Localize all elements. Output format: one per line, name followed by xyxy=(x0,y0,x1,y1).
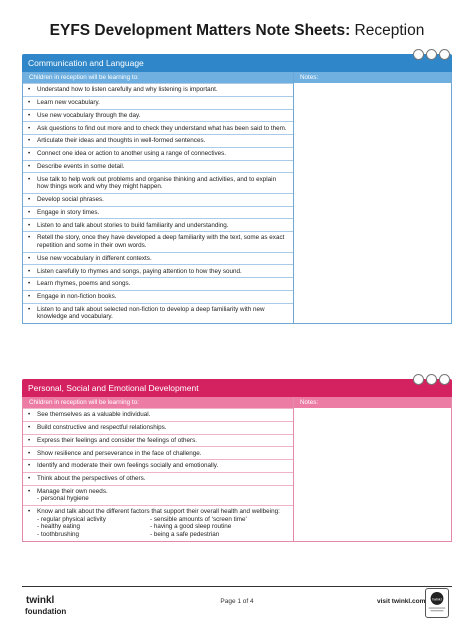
list-item xyxy=(23,252,293,265)
notes-column xyxy=(294,72,451,323)
list-item xyxy=(23,193,293,206)
learning-column-header: Children in reception will be learning to: xyxy=(23,72,293,83)
page-title: EYFS Development Matters Note Sheets: Reception xyxy=(49,22,425,39)
list-item xyxy=(23,160,293,173)
list-item: • Manage their own needs. - personal hygiene xyxy=(23,485,293,505)
bullet-icon: • xyxy=(28,234,31,242)
notes-table xyxy=(22,397,452,542)
list-item-text: Engage in non-fiction books. xyxy=(37,293,117,301)
bullet-icon: • xyxy=(28,411,31,419)
list-item xyxy=(23,303,293,323)
bullet-icon: • xyxy=(28,196,31,204)
list-item xyxy=(23,206,293,219)
svg-text:twinkl: twinkl xyxy=(26,595,55,606)
learning-column xyxy=(23,397,294,541)
list-item-text: Retell the story, once they have developed a deep familiarity with the text, some as exact repetition and some in their own words. xyxy=(37,234,285,249)
list-item xyxy=(23,134,293,147)
bullet-icon: • xyxy=(28,462,31,470)
learning-column-header: Children in reception will be learning to: xyxy=(23,397,293,408)
list-item xyxy=(23,218,293,231)
section-heading: Communication and Language xyxy=(22,54,452,72)
bullet-icon: • xyxy=(28,98,31,106)
bullet-icon: • xyxy=(28,305,31,313)
list-item-text: Connect one idea or action to another using a range of connectives. xyxy=(37,150,227,158)
site-link[interactable]: visit twinkl.com xyxy=(377,598,426,605)
list-item xyxy=(23,172,293,192)
bullet-icon: • xyxy=(28,86,31,94)
list-item-text: Listen to and talk about selected non-fiction to develop a deep familiarity with new knowledge and vocabulary. xyxy=(37,305,265,321)
notes-column-header: Notes: xyxy=(294,397,451,408)
list-item xyxy=(23,446,293,459)
notes-area[interactable] xyxy=(294,83,451,323)
bullet-icon: • xyxy=(28,124,31,132)
bullet-icon: • xyxy=(28,150,31,158)
list-item xyxy=(23,109,293,122)
list-item-text: See themselves as a valuable individual. xyxy=(37,411,151,419)
list-item xyxy=(23,96,293,109)
bullet-icon: • xyxy=(28,293,31,301)
notes-column xyxy=(294,397,451,541)
footer-divider xyxy=(22,586,452,587)
list-item-text: Develop social phrases. xyxy=(37,196,104,204)
list-item-text: Express their feelings and consider the feelings of others. xyxy=(37,436,197,444)
list-item-text: Understand how to listen carefully and why listening is important. xyxy=(37,86,218,94)
bullet-icon: • xyxy=(28,221,31,229)
list-item xyxy=(23,264,293,277)
list-item xyxy=(23,147,293,160)
notes-column-header: Notes: xyxy=(294,72,451,83)
list-item-text: Listen carefully to rhymes and songs, paying attention to how they sound. xyxy=(37,267,242,275)
list-item: • Know and talk about the different factors that support their overall health and wellbeing: - regular physical activity - healthy eating - toothbrushing - sensible amounts of ‘screen time’ - having a good sleep routine - being a safe pedestrian xyxy=(23,505,293,541)
list-item-text: Think about the perspectives of others. xyxy=(37,475,146,483)
list-item xyxy=(23,434,293,447)
list-item-text: Show resilience and perseverance in the face of challenge. xyxy=(37,449,202,457)
bullet-icon: • xyxy=(28,267,31,275)
list-item-text: Learn new vocabulary. xyxy=(37,98,100,106)
bullet-icon: • xyxy=(28,208,31,216)
section-heading: Personal, Social and Emotional Development xyxy=(22,379,452,397)
list-item xyxy=(23,472,293,485)
page-number: Page 1 of 4 xyxy=(220,598,254,605)
decorative-dots xyxy=(413,49,450,60)
twinkl-foundation-logo xyxy=(24,591,70,621)
bullet-icon: • xyxy=(28,137,31,145)
list-item-text: Describe events in some detail. xyxy=(37,162,125,170)
svg-text:twinkl: twinkl xyxy=(432,597,442,602)
list-item xyxy=(23,290,293,303)
decorative-dots xyxy=(413,374,450,385)
notes-area[interactable] xyxy=(294,408,451,541)
list-item xyxy=(23,83,293,96)
bullet-icon: • xyxy=(28,436,31,444)
list-item-text: Identify and moderate their own feelings socially and emotionally. xyxy=(37,462,219,470)
list-item-text: Listen to and talk about stories to build familiarity and understanding. xyxy=(37,221,229,229)
list-item-text: Engage in story times. xyxy=(37,208,100,216)
quality-badge xyxy=(425,588,449,618)
bullet-icon: • xyxy=(28,162,31,170)
list-item-text: Learn rhymes, poems and songs. xyxy=(37,280,131,288)
list-item xyxy=(23,421,293,434)
learning-column xyxy=(23,72,294,323)
svg-text:foundation: foundation xyxy=(25,607,67,616)
bullet-icon: • xyxy=(28,254,31,262)
section-personal-social-emotional xyxy=(22,379,452,542)
list-item xyxy=(23,408,293,421)
bullet-icon: • xyxy=(28,280,31,288)
list-item xyxy=(23,231,293,251)
bullet-icon: • xyxy=(28,423,31,431)
bullet-icon: • xyxy=(28,475,31,483)
bullet-icon: • xyxy=(28,175,31,183)
bullet-icon: • xyxy=(28,449,31,457)
list-item xyxy=(23,277,293,290)
bullet-icon: • xyxy=(28,111,31,119)
notes-table xyxy=(22,72,452,324)
list-item-text: Ask questions to find out more and to check they understand what has been said to them. xyxy=(37,124,287,132)
section-communication-language xyxy=(22,54,452,324)
list-item-text: Build constructive and respectful relationships. xyxy=(37,423,167,431)
list-item xyxy=(23,121,293,134)
list-item-text: Articulate their ideas and thoughts in well-formed sentences. xyxy=(37,137,206,145)
list-item xyxy=(23,459,293,472)
list-item-text: Use talk to help work out problems and organise thinking and activities, and to explain how things work and why they might happen. xyxy=(37,175,277,191)
list-item-text: Use new vocabulary through the day. xyxy=(37,111,141,119)
list-item-text: Use new vocabulary in different contexts. xyxy=(37,254,152,262)
